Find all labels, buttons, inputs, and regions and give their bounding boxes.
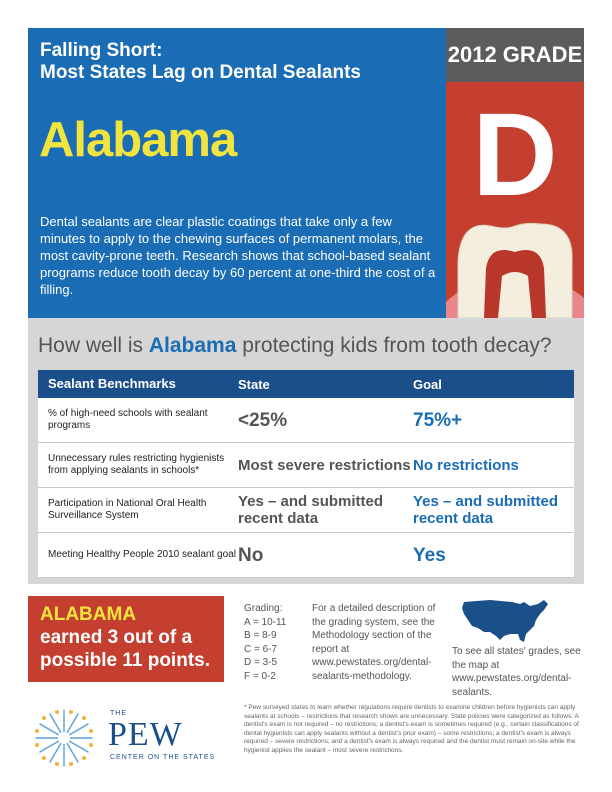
goal-cell: 75%+ xyxy=(413,409,463,431)
goal-cell: No restrictions xyxy=(413,456,519,474)
grade-panel xyxy=(446,82,584,318)
state-cell: <25% xyxy=(238,409,288,431)
headline xyxy=(40,40,361,84)
pew-logo-icon xyxy=(32,706,96,770)
table-header xyxy=(38,370,574,398)
section-question xyxy=(38,334,552,358)
intro-panel xyxy=(28,28,446,318)
table-row xyxy=(38,443,574,488)
logo-the: THE xyxy=(110,710,127,717)
state-cell: No xyxy=(238,544,264,566)
logo-name: PEW xyxy=(108,716,183,753)
question-state: Alabama xyxy=(148,334,237,357)
pew-logo xyxy=(32,706,232,768)
logo-subtitle: CENTER ON THE STATES xyxy=(110,754,216,761)
benchmarks-table xyxy=(38,370,574,578)
methodology-note: For a detailed description of the grading system, see the Methodology section of the report at www.pewstates.org/dental-sealants-methodology. xyxy=(312,603,436,682)
intro-text: Dental sealants are clear plastic coatings that take only a few minutes to apply to the chewing surfaces of permanent molars, the most cavity-prone teeth. Research shows that school-based sealant programs reduce tooth decay by 60 percent at one-third the cost of a filling. xyxy=(40,214,436,297)
benchmark-cell: Participation in National Oral Health Surveillance System xyxy=(48,498,207,521)
score-state: ALABAMA xyxy=(40,604,137,625)
score-line-1: earned 3 out of a xyxy=(40,627,193,648)
benchmark-cell: % of high-need schools with sealant programs xyxy=(48,408,208,431)
score-line-2: possible 11 points. xyxy=(40,650,210,671)
state-cell: Most severe restrictions xyxy=(238,456,411,474)
benchmark-cell: Unnecessary rules restricting hygienists from applying sealants in schools* xyxy=(48,453,225,476)
state-title: Alabama xyxy=(39,113,237,167)
map-note: To see all states' grades, see the map at www.pewstates.org/dental-sealants. xyxy=(452,646,581,698)
score-box xyxy=(28,596,224,682)
table-row xyxy=(38,533,574,578)
grade-label: 2012 GRADE xyxy=(446,28,584,82)
grading-item: B = 8-9 xyxy=(244,630,277,641)
state-cell: Yes – and submitted recent data xyxy=(238,493,384,527)
question-prefix: How well is xyxy=(38,334,149,357)
header-goal: Goal xyxy=(413,376,442,392)
headline-line-1: Falling Short: xyxy=(40,40,163,61)
grading-item: F = 0-2 xyxy=(244,670,276,682)
tooth-icon xyxy=(446,202,584,318)
grading-item: A = 10-11 xyxy=(244,616,287,628)
goal-cell: Yes – and submitted recent data xyxy=(413,493,559,527)
goal-cell: Yes xyxy=(413,544,446,566)
footnote: * Pew surveyed states to learn whether regulations require dentists to examine children before hygienists can apply sealants at schools – restrictions that research shows are unnecessary. State policies were categorized as follows: A dentist's exam is not required – no restrictions; a dentist's exam is sometimes required (e.g., certain classifications of dental hygienists can apply sealants without a dentist's prior exam) – some restrictions; a dentist's exam is always required – severe restrictions; and a dentist's exam is always required and the dentist must remain on-site while the hygienist applies the sealant – most severe restrictions. xyxy=(244,704,579,754)
benchmark-cell: Meeting Healthy People 2010 sealant goal xyxy=(48,549,236,560)
table-row xyxy=(38,398,574,443)
grading-scale xyxy=(244,602,286,683)
us-map-icon xyxy=(460,594,550,644)
header-state: State xyxy=(238,376,270,392)
grade-letter: D xyxy=(472,89,558,221)
headline-line-2: Most States Lag on Dental Sealants xyxy=(40,62,361,83)
question-suffix: protecting kids from tooth decay? xyxy=(236,334,552,357)
header-benchmarks: Sealant Benchmarks xyxy=(48,376,176,391)
table-row xyxy=(38,488,574,533)
grading-item: D = 3-5 xyxy=(244,657,278,668)
grading-item: C = 6-7 xyxy=(244,643,278,655)
grading-title: Grading: xyxy=(244,603,283,614)
benchmarks-section xyxy=(28,318,584,584)
